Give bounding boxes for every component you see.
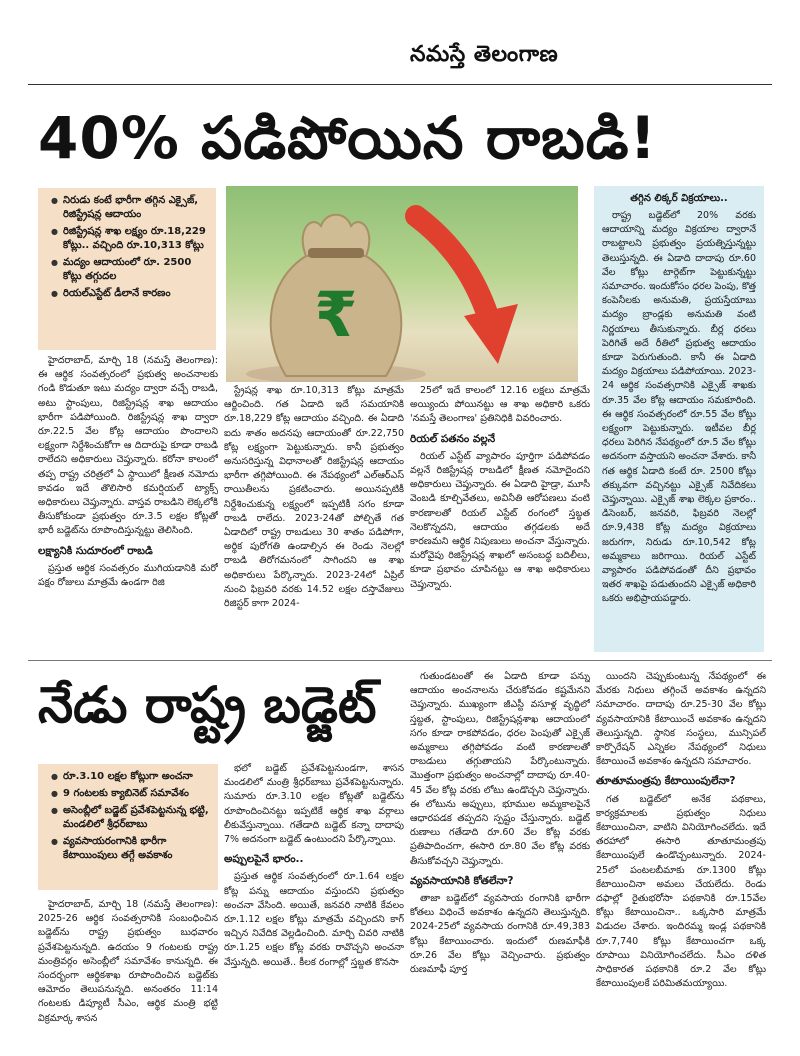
subheading: వ్యవసాయానికి కోతలేనా? bbox=[410, 874, 514, 887]
paragraph: తాజా బడ్జెట్‌లో వ్యవసాయ రంగానికి భారీగా కోతలు విధించే అవకాశం ఉన్నదని తెలుస్తున్నది. 2024-25లో వ్యవసాయ రంగానికి రూ.49,383 కోట్లు కేటాయించారు. ఇందులో రుణమాఫీకి రూ.26 వేల కోట్లు వెచ్చించారు. ప్రభుత్వం రుణమాఫీ పూర్త bbox=[410, 893, 590, 976]
paragraph: స్ట్రేషన్ల శాఖ రూ.10,313 కోట్లు మాత్రమే ఆర్జించింది. గత ఏడాది ఇదే సమయానికి రూ.18,229 కోట్ల ఆదాయం వచ్చింది. ఈ ఏడాది ఐదు శాతం అదనపు ఆదాయంతో రూ.22,750 కోట్ల లక్ష్యంగా పెట్టుకున్నారు. కానీ ప్రభుత్వం అనుసరిస్తున్న విధానాలతో రిజిస్ట్రేషన్ల ఆదాయం భారీగా తగ్గిపోయింది. ఈ నేపథ్యంలో ఎల్ఆర్ఎస్ రాయితీలను ప్రకటించారు. అయినప్పటికీ నిర్దేశించుకున్న లక్ష్యంలో ఇప్పటికీ సగం కూడా రాబడి రాలేదు. 2023-24తో పోల్చితే గత ఏడాదిలో రాష్ట్ర రాబడులు 30 శాతం పడిపోగా, అర్థిక పురోగతి ఉండాల్సిన ఈ రెండు నెలల్లో రాబడి తిరోగమనంలో సాగిందని ఆ శాఖ అధికారులు పేర్కొన్నారు. 2023-24లో ఏప్రిల్ నుంచి ఫిబ్రవరి వరకు 14.52 లక్షల దస్తావేజులు రిజిస్టర్ కాగా 2024- bbox=[224, 385, 404, 610]
story1-headline: 40% పడిపోయిన రాబడి! bbox=[38, 104, 657, 172]
masthead-divider bbox=[28, 84, 772, 85]
paragraph: హైదరాబాద్, మార్చి 18 (నమస్తే తెలంగాణ): 2025-26 ఆర్థిక సంవత్సరానికి సంబంధించిన బడ్జెట్‌ను రాష్ట్ర ప్రభుత్వం బుధవారం ప్రవేశపెట్టనున్నది. ఉదయం 9 గంటలకు రాష్ట్ర మంత్రివర్గం అసెంబ్లీలో సమావేశం కానున్నది. ఈ సందర్భంగా ఆర్థికశాఖ రూపొందించిన బడ్జెట్‌కు ఆమోదం తెలుపనున్నది. అనంతరం 11:14 గంటలకు డిప్యూటీ సీఎం, ఆర్థిక మంత్రి భట్టి విక్రమార్క శాసన bbox=[38, 899, 218, 1024]
story1-column-2 bbox=[224, 384, 404, 646]
sidebar-title: తగ్గిన లిక్కర్ విక్రయాలు.. bbox=[630, 193, 728, 204]
story2-column-4 bbox=[596, 670, 766, 1048]
paragraph: గుతుండటంతో ఈ ఏడాది కూడా పన్ను ఆదాయం అంచనాలను చేరుకోవడం కష్టమేనని చెప్తున్నారు. ముఖ్యంగా జీఎస్టీ వసూళ్ల వృద్ధిలో స్తబ్దత, స్టాంపులు, రిజిస్ట్రేషన్లశాఖ ఆదాయంలో సగం కూడా రాకపోవడం, ధరల పెంపుతో ఎక్సైజ్ అమ్మకాలు తగ్గిపోవడం వంటి కారణాలతో రాబడులు తగ్గుతాయని పేర్కొంటున్నారు. మొత్తంగా ప్రభుత్వం అంచనాల్లో దాదాపు రూ.40-45 వేల కోట్ల వరకు లోటు ఉండొచ్చని చెప్తున్నారు. ఈ లోటును అప్పులు, భూముల అమ్మకాలపైనే ఆధారపడక తప్పదని స్పష్టం చేస్తున్నారు. బడ్జెట్ రుణాలు గతేడాది రూ.60 వేల కోట్ల వరకు ప్రతిపాదించగా, ఈసారి రూ.80 వేల కోట్ల వరకు తీసుకోవచ్చని చెప్తున్నారు. bbox=[410, 671, 590, 867]
paragraph: ప్రస్తుత ఆర్థిక సంవత్సరంలో రూ.1.64 లక్షల కోట్ల పన్ను ఆదాయం వస్తుందని ప్రభుత్వం అంచనా వేసింది. అయితే, జనవరి నాటికి కేవలం రూ.1.12 లక్షల కోట్లు మాత్రమే వచ్చిందని కాగ్ ఇచ్చిన నివేదిక వెల్లడించింది. మార్చి చివరి నాటికి రూ.1.25 లక్షల కోట్ల వరకు రావొచ్చని అంచనా వేస్తున్నది. అయితే.. కీలక రంగాల్లో స్తబ్దత కొనసా bbox=[224, 871, 404, 968]
story1-column-3 bbox=[410, 384, 590, 646]
sidebar-text bbox=[602, 209, 756, 649]
highlight-item: ● రూ.3.10 లక్షల కోట్లుగా అంచనా bbox=[54, 770, 212, 784]
story2-column-2 bbox=[224, 762, 404, 1048]
highlight-item: ● 9 గంటలకు క్యాబినెట్ సమావేశం bbox=[54, 787, 212, 801]
liquor-sales-sidebar bbox=[594, 186, 764, 652]
paragraph: రియల్ ఎస్టేట్ వ్యాపారం పూర్తిగా పడిపోవడం వల్లనే రిజిస్ట్రేషన్ల రాబడిలో క్షీణత నమోదైందని అధికారులు చెప్తున్నారు. ఈ ఏడాది హైడ్రా, మూసీ వెంబడి కూల్చివేతలు, అవినీతి ఆరోపణలు వంటి కారణాలతో రియల్ ఎస్టేట్ రంగంలో స్తబ్ధత నెలకొన్నదని, ఆదాయం తగ్గడలకు అదే కారణమని ఆర్థిక నిపుణులు అంచనా వేస్తున్నారు. మరోవైపు రిజిస్ట్రేషన్ల శాఖలో అసంబద్ధ బదిలీలు, కూడా ప్రభావం చూపినట్టు ఆ శాఖ అధికారులు చెప్తున్నారు. bbox=[410, 450, 590, 590]
story2-headline: నేడు రాష్ట్ర బడ్జెట్ bbox=[38, 676, 377, 734]
subheading: రియల్ పతనం వల్లనే bbox=[410, 432, 496, 445]
highlight-item: ● అసెంబ్లీలో బడ్జెట్ ప్రవేశపెట్టనున్న భట్టి, మండలిలో శ్రీధర్‌బాబు bbox=[54, 804, 212, 832]
subheading: తూతూమంత్రపు కేటాయింపులేనా? bbox=[596, 775, 736, 788]
highlight-item: ● నిరుడు కంటే భారీగా తగ్గిన ఎక్సైజ్, రిజిస్ట్రేషన్ల ఆదాయం bbox=[54, 194, 210, 222]
svg-text:₹: ₹ bbox=[314, 278, 358, 351]
story2-highlights bbox=[38, 764, 218, 890]
story2-column-3 bbox=[410, 670, 590, 1048]
paragraph: భలో బడ్జెట్ ప్రవేశపెట్టనుండగా, శాసన మండలిలో మంత్రి శ్రీధర్‌బాబు ప్రవేశపెట్టనున్నారు. సుమారు రూ.3.10 లక్షల కోట్లతో బడ్జెట్‌ను రూపొందించినట్టు ఇప్పటికే ఆర్థిక శాఖ వర్గాలు లీకువేస్తున్నాయి. గతేడాది బడ్జెట్ కన్నా దాదాపు 7% అదనంగా బడ్జెట్ ఉంటుందని పేర్కొన్నాయి. bbox=[224, 763, 404, 846]
story-divider bbox=[28, 660, 772, 661]
paragraph: గత బడ్జెట్‌లో అనేక పథకాలు, కార్యక్రమాలకు ప్రభుత్వం నిధులు కేటాయించినా, వాటిని వినియోగించలేదు. ఇదే తరహాలో ఈసారి తూతూమంత్రపు కేటాయింపులే ఉండొచ్చంటున్నారు. 2024-25లో పంటలబీమాకు రూ.1300 కోట్లు కేటాయించినా అమలు చేయలేదు. రెండు దఫాల్లో రైతుభరోసా పథకానికి రూ.15వేల కోట్లు కేటాయించినా.. ఒక్కసారి మాత్రమే విడుదల చేశారు. ఇందిరమ్మ ఇండ్ల పథకానికి రూ.7,740 కోట్లు కేటాయించగా ఒక్క రూపాయి వినియోగించలేదు. సీఎం దళిత సాధికారత పథకానికి రూ.2 వేల కోట్లు కేటాయింపులకే పరిమితమయ్యాయి. bbox=[596, 793, 766, 990]
masthead: నమస్తే తెలంగాణ bbox=[410, 42, 559, 67]
story1-highlights bbox=[38, 188, 216, 350]
money-bag-photo bbox=[226, 186, 578, 382]
money-bag-icon bbox=[226, 186, 578, 382]
paragraph: యిందని చెప్పుకుంటున్న నేపథ్యంలో ఈ మేరకు నిధులు తగ్గించే అవకాశం ఉన్నదని సమాచారం. దాదాపు రూ.25-30 వేల కోట్లు వ్యవసాయానికి కేటాయించే అవకాశం ఉన్నదని తెలుస్తున్నది. స్థానిక సంస్థలు, మున్సిపల్ కార్పొరేషన్ ఎన్నికల నేపథ్యంలో నిధులు కేటాయించే అవకాశం ఉన్నదని సమాచారం. bbox=[596, 671, 766, 768]
story1-column-1 bbox=[38, 354, 218, 644]
paragraph: ప్రస్తుత ఆర్థిక సంవత్సరం ముగియడానికి మరో పక్షం రోజులు మాత్రమే ఉండగా రిజి bbox=[38, 562, 218, 589]
down-arrow-icon bbox=[464, 304, 518, 364]
story2-column-1 bbox=[38, 898, 218, 1048]
paragraph: హైదరాబాద్, మార్చి 18 (నమస్తే తెలంగాణ): ఈ ఆర్థిక సంవత్సరంలో ప్రభుత్వ అంచనాలకు గండి కొడుతూ ఇటు మద్యం ద్వారా వచ్చే రాబడి, అటు స్టాంపులు, రిజిస్ట్రేషన్ల శాఖ ఆదాయం భారీగా పడిపోయింది. రిజిస్ట్రేషన్ల శాఖ ద్వారా రూ.22.5 వేల కోట్ల ఆదాయం పొందాలని లక్ష్యంగా నిర్దేశించుకోగా ఆ దిదారుపై కూడా రాబడి రాలేదని అధికారులు చెప్తున్నారు. కరోనా కాలంలో తప్ప రాష్ట్ర చరిత్రలో ఏ స్థాయిలో క్షీణత నమోదు కావడం ఇదే తొలిసారి కమర్షియల్ ట్యాక్స్ అధికారులు చెప్తున్నారు. వాస్తవ రాబడిని లెక్కలోకి తీసుకోకుండా ప్రభుత్వం రూ.3.5 లక్షల కోట్లతో భారీ బడ్జెట్‌ను రూపొందిస్తున్నట్టు తెలిసింది. bbox=[38, 355, 218, 537]
paragraph: రాష్ట్ర బడ్జెట్‌లో 20% వరకు ఆదాయాన్ని మద్యం విక్రయాల ద్వారానే రాబట్టాలని ప్రభుత్వం ప్రయత్నిస్తున్నట్టు తెలుస్తున్నది. ఈ ఏడాది దాదాపు రూ.60 వేల కోట్లు టార్గెట్‌గా పెట్టుకున్నట్టు సమాచారం. ఇందుకోసం ధరల పెంపు, కొత్త కంపెనీలకు అనుమతి, ప్రయస్తేయాబు మద్యం బ్రాండ్లకు అనుమతి వంటి నిర్ణయాలు తీసుకున్నారు. బీర్ల ధరలు పెరిగితే అదే రీతిలో ప్రభుత్వ ఆదాయం కూడా పెరుగుతుంది. కానీ ఈ ఏడాది మద్యం విక్రయాలు పడిపోయాయి. 2023-24 ఆర్థిక సంవత్సరానికి ఎక్సైజ్ శాఖకు రూ.35 వేల కోట్ల ఆదాయం సమకూరింది. ఈ ఆర్థిక సంవత్సరంలో రూ.55 వేల కోట్లు లక్ష్యంగా పెట్టుకున్నారు. ఇటీవల బీర్ల ధరలు పెరిగిన నేపథ్యంలో రూ.5 వేల కోట్లు అదనంగా వస్తాయని అంచనా వేశారు. కానీ గత ఆర్థిక ఏడాది కంటే రూ. 2500 కోట్లు తక్కువగా వచ్చినట్టు ఎక్సైజ్ నివేదికలు చెప్తున్నాయి. ఎక్సైజ్ శాఖ లెక్కల ప్రకారం.. డిసెంబర్, జనవరి, ఫిబ్రవరి నెలల్లో రూ.9,438 కోట్ల మద్యం విక్రయాలు జరుగగా, నిరుడు రూ.10,542 కోట్ల అమ్మకాలు జరిగాయి. రియల్ ఎస్టేట్ వ్యాపారం పడిపోవడంతో దీని ప్రభావం ఇతర శాఖపై పడుతుందని ఎక్సైజ్ అధికారి ఒకరు అభిప్రాయపడ్డారు. bbox=[602, 210, 756, 605]
highlight-item: ● వ్యవసాయరంగానికి భారీగా కేటాయింపులు తగ్గే అవకాశం bbox=[54, 835, 212, 863]
subheading: లక్ష్యానికి సుదూరంలో రాబడి bbox=[38, 544, 153, 557]
paragraph: 25లో ఇదే కాలంలో 12.16 లక్షలు మాత్రమే అయ్యిందు పోయినట్టు ఆ శాఖ అధికారి ఒకరు 'నమస్తే తెలంగాణ' ప్రతినిధికి వివరించారు. bbox=[410, 385, 590, 425]
highlight-item: ● రియల్ఎస్టేట్ డీలానే కారణం bbox=[54, 287, 210, 301]
subheading: అప్పులపైనే భారం.. bbox=[224, 853, 304, 866]
highlight-item: ● మద్యం ఆదాయంలో రూ. 2500 కోట్లు తగ్గుదల bbox=[54, 256, 210, 284]
highlight-item: ● రిజిస్ట్రేషన్ల శాఖ లక్ష్యం రూ.18,229 కోట్లు.. వచ్చింది రూ.10,313 కోట్లు bbox=[54, 225, 210, 253]
